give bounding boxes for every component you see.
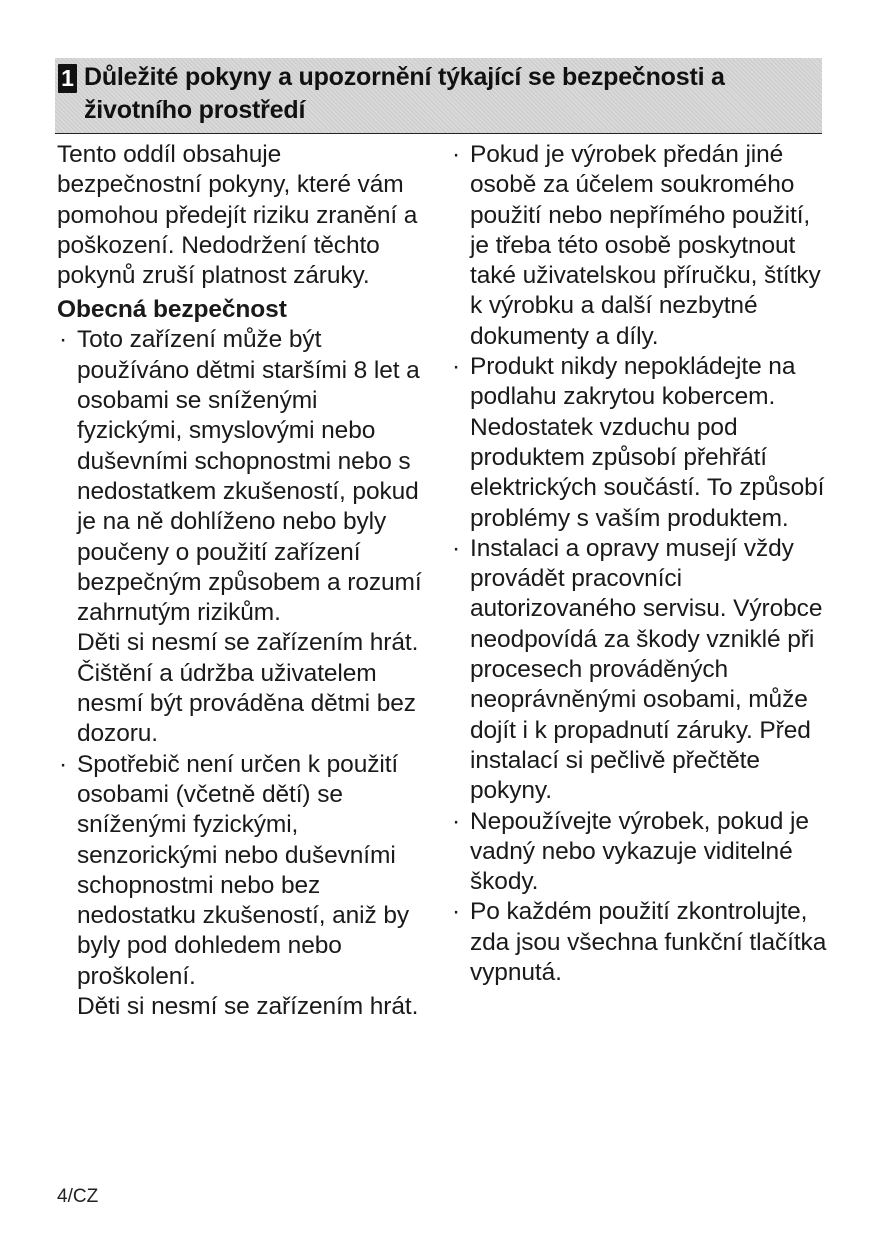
bullet-icon: ·	[59, 326, 68, 354]
list-item-text: Spotřebič není určen k použití osobami (včetně dětí) se sníženými fyzickými, senzorickými nebo duševními schopnostmi nebo bez nedostatku zkušeností, aniž by byly pod dohledem nebo proškolení.	[77, 750, 410, 990]
list-item	[57, 325, 429, 749]
list-item	[448, 352, 832, 534]
left-column	[57, 140, 429, 1022]
list-item-text: Toto zařízení může být používáno dětmi staršími 8 let a osobami se sníženými fyzickými, smyslovými nebo duševními schopnostmi nebo s nedostatkem zkušeností, pokud je na ně dohlíženo nebo byly poučeny o použití zařízení bezpečným způsobem a rozumí zahrnutým rizikům.	[77, 326, 422, 627]
list-item	[448, 897, 832, 988]
list-item-text: Děti si nesmí se zařízením hrát.	[77, 993, 419, 1021]
section-title-line-2: životního prostředí	[84, 96, 306, 124]
safety-list-continued	[448, 140, 832, 988]
section-title	[84, 61, 824, 127]
general-safety-heading: Obecná bezpečnost	[57, 296, 287, 324]
list-item	[448, 534, 832, 807]
bullet-icon: ·	[452, 353, 461, 381]
list-item-text: Po každém použití zkontrolujte, zda jsou všechna funkční tlačítka vypnutá.	[470, 898, 827, 987]
right-column	[448, 140, 832, 988]
list-item-text: Děti si nesmí se zařízením hrát. Čištění a údržba uživatelem nesmí být prováděna dětmi bez dozoru.	[77, 629, 419, 748]
bullet-icon: ·	[452, 898, 461, 926]
list-item-text: Instalaci a opravy musejí vždy provádět pracovníci autorizovaného servisu. Výrobce neodpovídá za škody vzniklé při procesech prováděných neoprávněnými osobami, může dojít i k propadnutí záruky. Před instalací si pečlivě přečtěte pokyny.	[470, 534, 823, 805]
bullet-icon: ·	[452, 807, 461, 835]
bullet-icon: ·	[452, 141, 461, 168]
section-title-line-1: Důležité pokyny a upozornění týkající se bezpečnosti a	[84, 63, 725, 91]
intro-paragraph: Tento oddíl obsahuje bezpečnostní pokyny, které vám pomohou předejít riziku zranění a poškození. Nedodržení těchto pokynů zruší platnost záruky.	[57, 141, 418, 290]
section-header	[55, 58, 822, 134]
general-safety-list	[57, 325, 429, 1022]
list-item-text: Nepoužívejte výrobek, pokud je vadný nebo vykazuje viditelné škody.	[470, 807, 809, 896]
bullet-icon: ·	[59, 750, 68, 778]
page-number: 4/CZ	[57, 1186, 99, 1207]
bullet-icon: ·	[452, 534, 461, 562]
section-number-badge: 1	[58, 64, 77, 93]
list-item	[448, 807, 832, 898]
list-item	[57, 750, 429, 1023]
list-item-text: Pokud je výrobek předán jiné osobě za účelem soukromého použití nebo nepřímého použití, je třeba této osobě poskytnout také uživatelskou příručku, štítky k výrobku a další nezbytné dokumenty a díly.	[470, 141, 821, 350]
list-item-text: Produkt nikdy nepokládejte na podlahu zakrytou kobercem. Nedostatek vzduchu pod produktem způsobí přehřátí elektrických součástí. To způsobí problémy s vaším produktem.	[470, 353, 825, 532]
list-item	[448, 140, 832, 352]
